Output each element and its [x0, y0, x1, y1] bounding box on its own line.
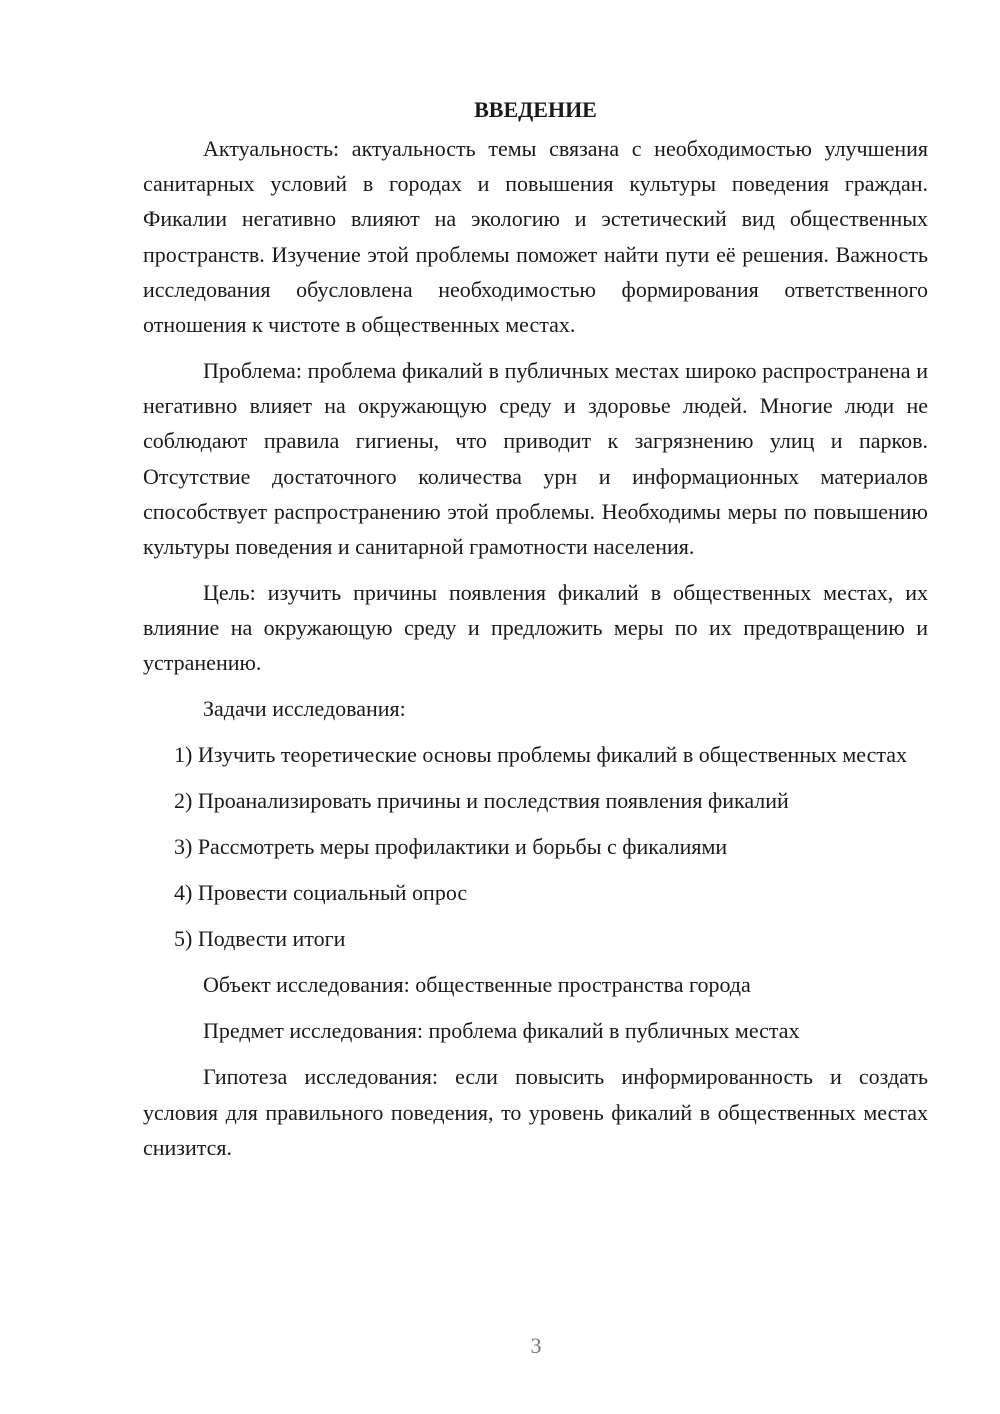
paragraph-subject: Предмет исследования: проблема фикалий в публичных местах — [203, 1018, 800, 1044]
task-item-3: 3) Рассмотреть меры профилактики и борьбы с фикалиями — [174, 834, 728, 860]
paragraph-problem: Проблема: проблема фикалий в публичных местах широко распространена и негативно влияет на окружающую среду и здоровье людей. Многие люди не соблюдают правила гигиены, что приводит к загрязнению улиц и парков. Отсутствие достаточного количества урн и информационных материалов способствует распространению этой проблемы. Необходимы меры по повышению культуры поведения и санитарной грамотности населения. — [143, 358, 928, 560]
paragraph-goal: Цель: изучить причины появления фикалий в общественных местах, их влияние на окружающую среду и предложить меры по их предотвращению и устранению. — [143, 580, 928, 676]
paragraph-relevance: Актуальность: актуальность темы связана с необходимостью улучшения санитарных условий в городах и повышения культуры поведения граждан. Фикалии негативно влияют на экологию и эстетический вид общественных пространств. Изучение этой проблемы поможет найти пути её решения. Важность исследования обусловлена необходимостью формирования ответственного отношения к чистоте в общественных местах. — [143, 136, 928, 338]
paragraph-object: Объект исследования: общественные пространства города — [203, 972, 751, 998]
paragraph-hypothesis: Гипотеза исследования: если повысить информированность и создать условия для правильного поведения, то уровень фикалий в общественных местах снизится. — [143, 1064, 928, 1160]
document-page — [143, 92, 928, 1165]
page-number: 3 — [530, 1333, 542, 1358]
task-item-2: 2) Проанализировать причины и последствия появления фикалий — [174, 788, 789, 814]
task-item-5: 5) Подвести итоги — [174, 926, 346, 952]
task-item-1: 1) Изучить теоретические основы проблемы фикалий в общественных местах — [174, 742, 908, 768]
section-heading: ВВЕДЕНИЕ — [474, 97, 597, 122]
task-item-4: 4) Провести социальный опрос — [174, 880, 468, 906]
tasks-title: Задачи исследования: — [203, 696, 406, 722]
